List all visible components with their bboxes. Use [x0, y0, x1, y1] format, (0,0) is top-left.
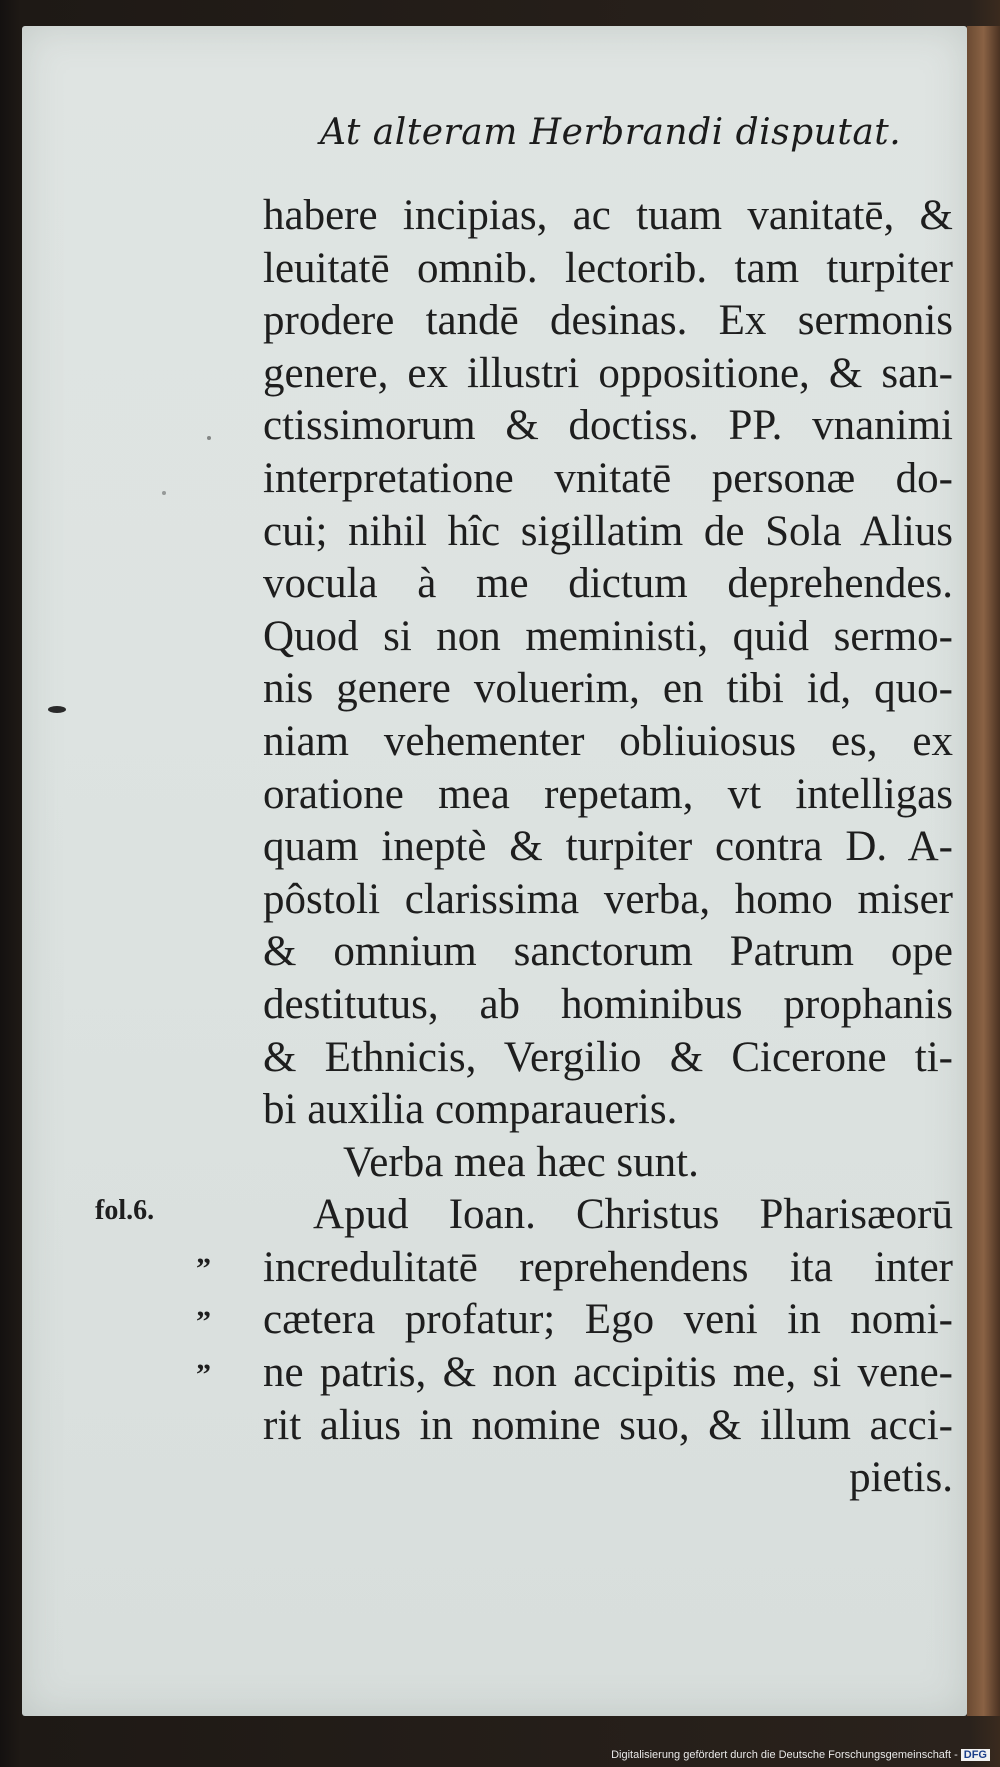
footer-credit-text: Digitalisierung gefördert durch die Deutsche Forschungsgemeinschaft -: [611, 1749, 958, 1761]
text-line: niam vehementer obliuiosus es, ex: [263, 717, 953, 765]
text-line: rit alius in nomine suo, & illum acci-: [263, 1401, 953, 1449]
text-line: destitutus, ab hominibus prophanis: [263, 980, 953, 1028]
text-line: quam ineptè & turpiter contra D. A-: [263, 823, 953, 871]
text-line: & Ethnicis, Vergilio & Cicerone ti-: [263, 1033, 953, 1081]
text-line: & omnium sanctorum Patrum ope: [263, 928, 953, 976]
dfg-logo: DFG: [961, 1749, 990, 1761]
text-line: incredulitatē reprehendens ita inter: [263, 1243, 953, 1291]
text-line: pôstoli clarissima verba, homo miser: [263, 875, 953, 923]
text-line: interpretatione vnitatē personæ do-: [263, 454, 953, 502]
footer-credit: [611, 1749, 990, 1761]
text-line: pietis.: [849, 1454, 953, 1502]
text-line: Quod si non meministi, quid sermo-: [263, 612, 953, 660]
quote-mark: ”: [196, 1358, 211, 1391]
text-line: genere, ex illustri oppositione, & san-: [263, 349, 953, 397]
ink-speck: [162, 491, 166, 495]
text-line: leuitatē omnib. lectorib. tam turpiter: [263, 244, 953, 292]
text-line: oratione mea repetam, vt intelligas: [263, 770, 953, 818]
text-line: vocula à me dictum deprehendes.: [263, 560, 953, 608]
text-line: cui; nihil hîc sigillatim de Sola Alius: [263, 507, 953, 555]
text-line: Apud Ioan. Christus Pharisæorū: [313, 1191, 953, 1239]
text-line: bi auxilia comparaueris.: [263, 1086, 678, 1134]
text-line: Verba mea hæc sunt.: [343, 1138, 699, 1186]
quote-mark: ”: [196, 1305, 211, 1338]
text-line: ctissimorum & doctiss. PP. vnanimi: [263, 402, 953, 450]
ink-speck: [48, 706, 66, 713]
ink-speck: [207, 436, 211, 440]
text-line: nis genere voluerim, en tibi id, quo-: [263, 665, 953, 713]
text-line: cætera profatur; Ego veni in nomi-: [263, 1296, 953, 1344]
quote-mark: ”: [196, 1252, 211, 1285]
text-line: ne patris, & non accipitis me, si vene-: [263, 1349, 953, 1397]
text-line: prodere tandē desinas. Ex sermonis: [263, 297, 953, 345]
text-line: habere incipias, ac tuam vanitatē, &: [263, 192, 953, 239]
margin-note: fol.6.: [95, 1195, 155, 1226]
body-text: [263, 190, 953, 1505]
running-head: At alteram Herbrandi disputat.: [320, 112, 902, 153]
page-edge: [967, 26, 1000, 1716]
